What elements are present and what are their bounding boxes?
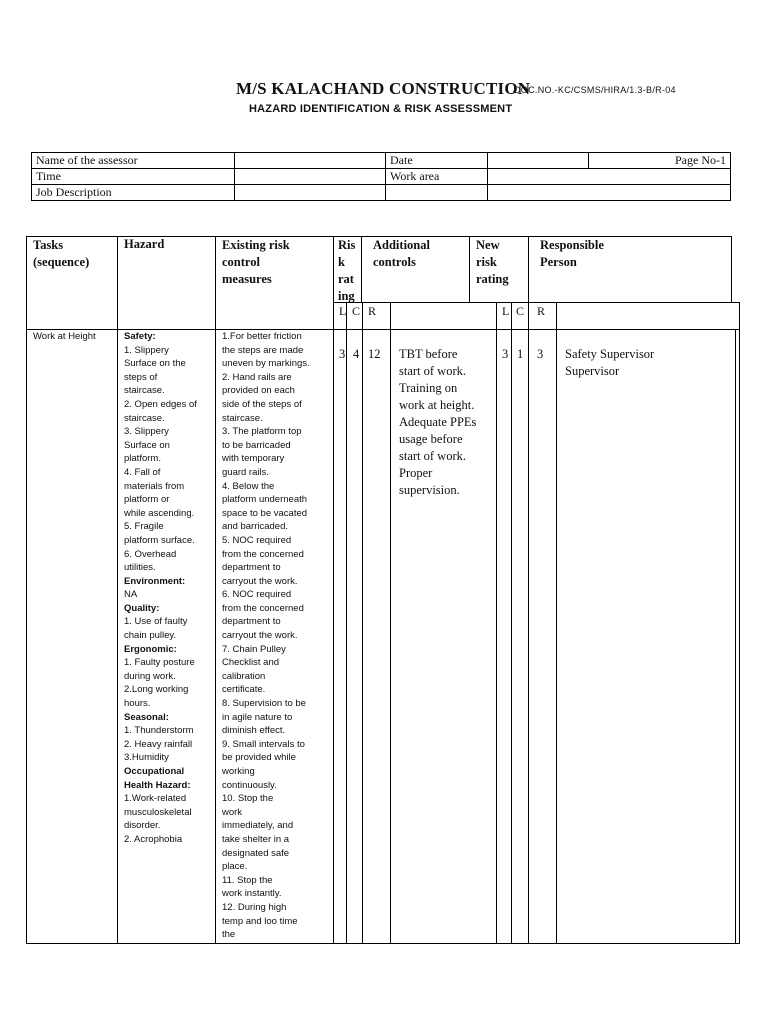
hazard-line: 1. Slippery [124, 344, 169, 356]
header-risk-rating: Ris k rat ing [338, 238, 356, 303]
time-label: Time [32, 169, 235, 185]
hazard-line: Quality: [124, 602, 160, 614]
hazard-line: staircase. [124, 385, 165, 397]
additional-control-line: start of work. [399, 364, 466, 378]
risk-l-value: 3 [339, 347, 346, 361]
hazard-line: 2. Open edges of [124, 398, 197, 410]
hazard-line: 2. Acrophobia [124, 833, 183, 845]
hazard-line: Occupational [124, 766, 185, 777]
responsible-person-line: Supervisor [565, 364, 620, 378]
control-line: to be barricaded [222, 439, 291, 451]
hazard-line: NA [124, 589, 138, 601]
hazard-line: staircase. [124, 412, 165, 424]
work-area-label: Work area [386, 169, 488, 185]
assessor-info-table [31, 152, 731, 201]
additional-control-line: work at height. [399, 398, 475, 412]
control-line: with temporary [222, 453, 285, 465]
subheader-new-r: R [537, 304, 546, 318]
control-line: department to [222, 562, 281, 574]
control-line: certificate. [222, 684, 266, 696]
task-cell: Work at Height [33, 331, 96, 342]
hazard-line: musculoskeletal [124, 806, 192, 818]
additional-control-line: Proper [399, 466, 433, 480]
hazard-line: steps of [124, 371, 158, 383]
control-line: 10. Stop the [222, 793, 274, 805]
control-line: side of the steps of [222, 398, 302, 410]
hazard-line: 1.Work-related [124, 793, 187, 805]
control-line: the [222, 929, 236, 941]
header-hazard: Hazard [124, 237, 165, 251]
job-description-cell-4 [488, 185, 731, 201]
hazard-line: Surface on the [124, 358, 186, 370]
existing-controls-list [222, 330, 332, 942]
job-description-cell-3 [386, 185, 488, 201]
hazard-line: utilities. [124, 562, 156, 574]
hazard-line: hours. [124, 698, 151, 710]
control-line: 9. Small intervals to [222, 738, 305, 750]
control-line: platform underneath [222, 494, 308, 506]
hazard-line: Environment: [124, 575, 186, 587]
subheader-c: C [352, 304, 361, 318]
hazard-line: 1. Use of faulty [124, 616, 188, 628]
control-line: from the concerned [222, 548, 304, 560]
control-line: calibration [222, 670, 266, 682]
control-line: 2. Hand rails are [222, 371, 292, 383]
risk-c-value: 4 [353, 347, 360, 361]
work-area-value [488, 169, 731, 185]
additional-control-line: Adequate PPEs [399, 415, 477, 429]
control-line: guard rails. [222, 466, 269, 478]
control-line: take shelter in a [222, 833, 290, 845]
control-line: place. [222, 861, 248, 873]
document-number: DOC.NO.-KC/CSMS/HIRA/1.3-B/R-04 [514, 85, 676, 95]
responsible-person-list [565, 346, 735, 380]
job-description-value [235, 185, 386, 201]
additional-control-line: start of work. [399, 449, 466, 463]
control-line: in agile nature to [222, 711, 293, 723]
hazard-line: platform or [124, 494, 170, 506]
control-line: carryout the work. [222, 630, 298, 642]
hazard-line: 6. Overhead [124, 548, 177, 560]
subheader-new-c: C [516, 304, 525, 318]
hazard-line: chain pulley. [124, 630, 177, 642]
control-line: carryout the work. [222, 575, 298, 587]
control-line: 11. Stop the [222, 874, 273, 886]
new-risk-l-value: 3 [502, 347, 509, 361]
hazard-line: while ascending. [124, 507, 195, 519]
new-risk-r-value: 3 [537, 347, 544, 361]
hazard-line: disorder. [124, 820, 161, 832]
control-line: department to [222, 616, 281, 628]
control-line: work [222, 806, 243, 818]
control-line: Checklist and [222, 657, 280, 669]
additional-control-line: Training on [399, 381, 458, 395]
hazard-line: Ergonomic: [124, 643, 177, 655]
job-description-label: Job Description [32, 185, 235, 201]
hazard-line: 1. Faulty posture [124, 657, 195, 669]
control-line: work instantly. [222, 888, 282, 900]
header-new-risk-rating: New risk rating [476, 238, 509, 286]
header-responsible-person: Responsible Person [540, 238, 604, 269]
control-line: 7. Chain Pulley [222, 643, 286, 655]
subheader-r: R [368, 304, 377, 318]
control-line: diminish effect. [222, 725, 286, 737]
control-line: working [222, 766, 255, 777]
page-number: Page No-1 [589, 153, 731, 169]
assessor-label: Name of the assessor [32, 153, 235, 169]
control-line: provided on each [222, 385, 295, 397]
hazard-line: during work. [124, 670, 176, 682]
hazard-line: Health Hazard: [124, 779, 191, 791]
hazard-list [124, 330, 216, 847]
hazard-line: 2. Heavy rainfall [124, 738, 193, 750]
new-risk-c-value: 1 [517, 347, 524, 361]
control-line: immediately, and [222, 820, 294, 832]
time-value [235, 169, 386, 185]
risk-r-value: 12 [368, 347, 381, 361]
control-line: 6. NOC required [222, 589, 292, 601]
control-line: designated safe [222, 847, 290, 859]
control-line: 8. Supervision to be [222, 698, 306, 710]
control-line: continuously. [222, 779, 277, 791]
control-line: the steps are made [222, 344, 304, 356]
hazard-line: 1. Thunderstorm [124, 725, 194, 737]
hazard-line: platform surface. [124, 534, 195, 546]
control-line: from the concerned [222, 602, 304, 614]
header-existing-controls: Existing risk control measures [222, 238, 290, 286]
control-line: 3. The platform top [222, 426, 302, 438]
hazard-line: 4. Fall of [124, 466, 161, 478]
subheader-l: L [339, 304, 347, 318]
control-line: staircase. [222, 412, 263, 424]
control-line: and barricaded. [222, 521, 289, 533]
responsible-person-line: Safety Supervisor [565, 347, 655, 361]
hazard-line: 3.Humidity [124, 752, 169, 764]
company-name: M/S KALACHAND CONSTRUCTION [236, 79, 531, 98]
date-value [488, 153, 589, 169]
additional-control-line: usage before [399, 432, 463, 446]
hazard-line: 2.Long working [124, 684, 189, 696]
hazard-line: 3. Slippery [124, 426, 169, 438]
subheader-new-l: L [502, 304, 510, 318]
control-line: 4. Below the [222, 480, 275, 492]
control-line: 5. NOC required [222, 534, 292, 546]
control-line: 1.For better friction [222, 331, 302, 342]
document-subtitle: HAZARD IDENTIFICATION & RISK ASSESSMENT [249, 103, 513, 115]
header-additional-controls: Additional controls [373, 238, 430, 269]
hazard-line: Surface on [124, 439, 170, 451]
assessor-value [235, 153, 386, 169]
additional-controls-list [399, 346, 495, 499]
control-line: be provided while [222, 752, 296, 764]
additional-control-line: supervision. [399, 483, 460, 497]
additional-control-line: TBT before [399, 347, 458, 361]
control-line: uneven by markings. [222, 358, 310, 370]
control-line: temp and loo time [222, 915, 298, 927]
hazard-line: Seasonal: [124, 711, 169, 723]
header-tasks: Tasks (sequence) [33, 238, 90, 269]
hazard-line: materials from [124, 480, 185, 492]
control-line: space to be vacated [222, 507, 308, 519]
hazard-line: Safety: [124, 331, 156, 342]
hazard-line: 5. Fragile [124, 521, 164, 533]
date-label: Date [386, 153, 488, 169]
hazard-line: platform. [124, 453, 161, 465]
control-line: 12. During high [222, 901, 287, 913]
